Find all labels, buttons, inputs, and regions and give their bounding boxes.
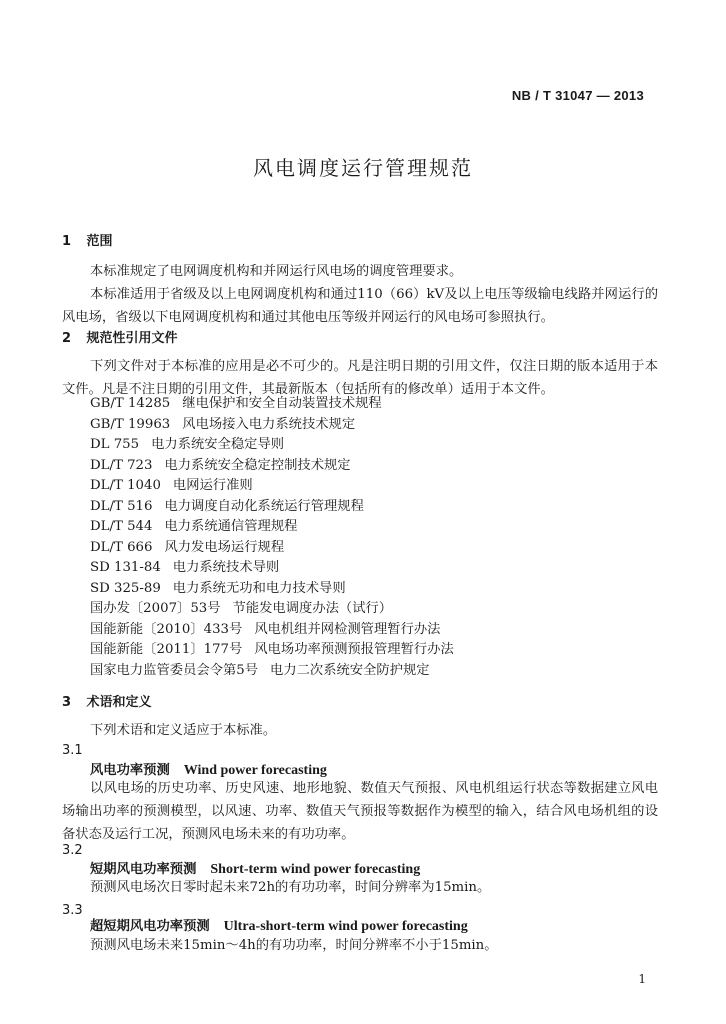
page-number: 1 bbox=[638, 972, 646, 986]
reference-list bbox=[90, 394, 454, 681]
reference-item bbox=[90, 415, 454, 436]
reference-code: DL/T 516 bbox=[90, 498, 153, 514]
term-chinese: 风电功率预测 bbox=[90, 763, 170, 778]
reference-name: 电力系统技术导则 bbox=[172, 560, 280, 575]
reference-code: DL/T 1040 bbox=[90, 478, 161, 493]
term-chinese: 超短期风电功率预测 bbox=[90, 919, 210, 934]
reference-item bbox=[90, 435, 454, 456]
term-definition: 以风电场的历史功率、历史风速、地形地貌、数值天气预报、风电机组运行状态等数据建立风电场输出功率的预测模型，以风速、功率、数值天气预报等数据作为模型的输入，结合风电场机组的设备状态及运行工况，预测风电场未来的有功功率。 bbox=[62, 781, 658, 842]
scope-paragraph-1: 本标准规定了电网调度机构和并网运行风电场的调度管理要求。 bbox=[90, 264, 463, 279]
reference-item bbox=[90, 394, 454, 415]
reference-code: SD 131-84 bbox=[90, 560, 161, 575]
section-title: 规范性引用文件 bbox=[86, 331, 178, 346]
term-english: Ultra-short-term wind power forecasting bbox=[223, 919, 468, 934]
term-chinese: 短期风电功率预测 bbox=[90, 862, 197, 877]
reference-code: GB/T 14285 bbox=[90, 396, 171, 411]
reference-name: 电力调度自动化系统运行管理规程 bbox=[164, 498, 364, 514]
reference-item bbox=[90, 538, 454, 559]
term-number: 3.2 bbox=[62, 843, 83, 858]
section-title: 术语和定义 bbox=[86, 695, 152, 710]
reference-code: 国能新能〔2010〕433号 bbox=[90, 621, 243, 637]
terms-intro: 下列术语和定义适应于本标准。 bbox=[90, 723, 277, 738]
section-title: 范围 bbox=[86, 234, 113, 249]
section-heading-terms bbox=[62, 694, 152, 712]
reference-item bbox=[90, 517, 454, 538]
reference-name: 风力发电场运行规程 bbox=[164, 539, 285, 555]
reference-code: 国能新能〔2011〕177号 bbox=[90, 642, 243, 657]
reference-name: 电力系统无功和电力技术导则 bbox=[172, 580, 346, 596]
reference-name: 风电场接入电力系统技术规定 bbox=[182, 416, 356, 432]
section-number: 2 bbox=[62, 331, 72, 346]
reference-name: 电力系统安全稳定导则 bbox=[151, 437, 285, 452]
term-english: Short-term wind power forecasting bbox=[210, 862, 421, 877]
reference-item bbox=[90, 456, 454, 477]
term-english: Wind power forecasting bbox=[183, 763, 327, 778]
references-intro: 下列文件对于本标准的应用是必不可少的。凡是注明日期的引用文件，仅注日期的版本适用于本文件。凡是不注日期的引用文件，其最新版本（包括所有的修改单）适用于本文件。 bbox=[62, 359, 658, 397]
scope-paragraph-2: 本标准适用于省级及以上电网调度机构和通过110（66）kV及以上电压等级输电线路并网运行的风电场，省级以下电网调度机构和通过其他电压等级并网运行的风电场可参照执行。 bbox=[62, 287, 658, 325]
term-definition: 预测风电场未来15min～4h的有功功率，时间分辨率不小于15min。 bbox=[90, 938, 498, 953]
reference-item bbox=[90, 661, 454, 682]
document-title: 风电调度运行管理规范 bbox=[253, 156, 473, 180]
reference-item bbox=[90, 640, 454, 661]
reference-code: DL/T 544 bbox=[90, 519, 153, 534]
reference-item bbox=[90, 579, 454, 600]
reference-code: 国办发〔2007〕53号 bbox=[90, 601, 221, 616]
reference-item bbox=[90, 476, 454, 497]
reference-code: DL/T 666 bbox=[90, 539, 153, 555]
reference-name: 风电机组并网检测管理暂行办法 bbox=[254, 621, 441, 637]
reference-name: 风电场功率预测预报管理暂行办法 bbox=[254, 642, 454, 657]
reference-item bbox=[90, 497, 454, 518]
section-heading-references bbox=[62, 330, 178, 348]
reference-name: 电力系统安全稳定控制技术规定 bbox=[164, 457, 351, 473]
term-number: 3.3 bbox=[62, 903, 83, 918]
reference-name: 电力系统通信管理规程 bbox=[164, 519, 298, 534]
reference-name: 节能发电调度办法（试行） bbox=[232, 601, 393, 616]
standard-number: NB / T 31047 — 2013 bbox=[511, 88, 644, 103]
reference-name: 继电保护和安全自动装置技术规程 bbox=[182, 396, 382, 411]
reference-code: DL 755 bbox=[90, 437, 140, 452]
reference-name: 电力二次系统安全防护规定 bbox=[270, 662, 430, 678]
term-definition: 预测风电场次日零时起未来72h的有功功率，时间分辨率为15min。 bbox=[90, 880, 491, 895]
section-number: 1 bbox=[62, 234, 72, 249]
section-heading-scope bbox=[62, 233, 113, 251]
reference-name: 电网运行准则 bbox=[172, 478, 253, 493]
reference-code: SD 325-89 bbox=[90, 580, 161, 596]
reference-item bbox=[90, 558, 454, 579]
term-number: 3.1 bbox=[62, 743, 83, 758]
reference-item bbox=[90, 599, 454, 620]
section-number: 3 bbox=[62, 695, 72, 710]
reference-code: GB/T 19963 bbox=[90, 416, 171, 432]
reference-item bbox=[90, 620, 454, 641]
reference-code: 国家电力监管委员会令第5号 bbox=[90, 662, 259, 678]
reference-code: DL/T 723 bbox=[90, 457, 153, 473]
